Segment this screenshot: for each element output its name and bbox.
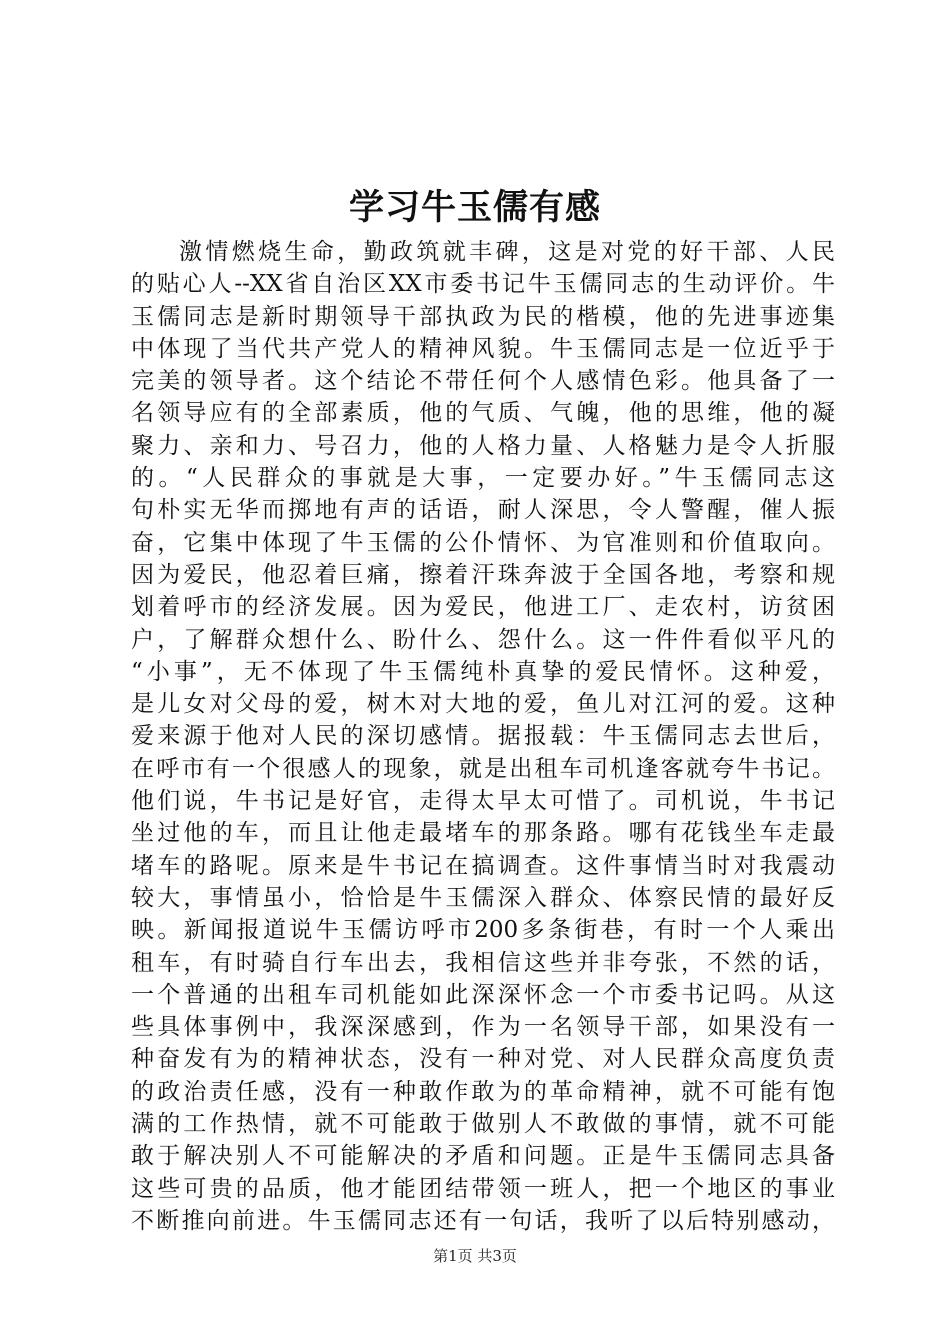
paragraph-line: 满的工作热情，就不可能敢于做别人不敢做的事情，就不可能	[131, 1111, 835, 1138]
paragraph-line: 的政治责任感，没有一种敢作敢为的革命精神，就不可能有饱	[131, 1078, 835, 1105]
paragraph-line: 因为爱民，他忍着巨痛，擦着汗珠奔波于全国各地，考察和规	[131, 561, 835, 588]
paragraph-line: 不断推向前进。牛玉儒同志还有一句话，我听了以后特别感动，	[131, 1207, 835, 1234]
paragraph-line: 映。新闻报道说牛玉儒访呼市200多条街巷，有时一个人乘出	[131, 917, 835, 944]
document-body	[131, 236, 835, 1237]
paragraph-line: 租车，有时骑自行车出去，我相信这些并非夸张，不然的话，	[131, 949, 835, 976]
paragraph-line: 种奋发有为的精神状态，没有一种对党、对人民群众高度负责	[131, 1046, 835, 1073]
paragraph-line: 名领导应有的全部素质，他的气质、气魄，他的思维，他的凝	[131, 400, 835, 427]
paragraph-line: 爱来源于他对人民的深切感情。据报载：牛玉儒同志去世后，	[131, 723, 835, 750]
paragraph-line: 完美的领导者。这个结论不带任何个人感情色彩。他具备了一	[131, 368, 835, 395]
paragraph-line: 的贴心人--XX省自治区XX市委书记牛玉儒同志的生动评价。牛	[131, 271, 835, 298]
paragraph-line: 是儿女对父母的爱，树木对大地的爱，鱼儿对江河的爱。这种	[131, 691, 835, 718]
paragraph-line: 较大，事情虽小，恰恰是牛玉儒深入群众、体察民情的最好反	[131, 884, 835, 911]
paragraph-line: 中体现了当代共产党人的精神风貌。牛玉儒同志是一位近乎于	[131, 335, 835, 362]
paragraph-line: 激情燃烧生命，勤政筑就丰碑，这是对党的好干部、人民	[179, 239, 835, 265]
paragraph-line: “小事”，无不体现了牛玉儒纯朴真挚的爱民情怀。这种爱，	[131, 658, 835, 685]
paragraph-line: 在呼市有一个很感人的现象，就是出租车司机逢客就夸牛书记。	[131, 755, 835, 782]
paragraph-line: 奋，它集中体现了牛玉儒的公仆情怀、为官准则和价值取向。	[131, 529, 835, 556]
paragraph-line: 的。“人民群众的事就是大事，一定要办好。”牛玉儒同志这	[131, 465, 835, 492]
page-footer: 第1页 共3页	[433, 1247, 517, 1265]
paragraph-line: 句朴实无华而掷地有声的话语，耐人深思，令人警醒，催人振	[131, 497, 835, 524]
paragraph-line: 聚力、亲和力、号召力，他的人格力量、人格魅力是令人折服	[131, 432, 835, 459]
paragraph-line: 敢于解决别人不可能解决的矛盾和问题。正是牛玉儒同志具备	[131, 1143, 835, 1170]
document-title: 学习牛玉儒有感	[348, 187, 601, 228]
paragraph-line: 堵车的路呢。原来是牛书记在搞调查。这件事情当时对我震动	[131, 852, 835, 879]
paragraph-line: 玉儒同志是新时期领导干部执政为民的楷模，他的先进事迹集	[131, 303, 835, 330]
paragraph-line: 划着呼市的经济发展。因为爱民，他进工厂、走农村，访贫困	[131, 594, 835, 621]
paragraph-line: 户，了解群众想什么、盼什么、怨什么。这一件件看似平凡的	[131, 626, 835, 653]
paragraph-line: 坐过他的车，而且让他走最堵车的那条路。哪有花钱坐车走最	[131, 820, 835, 847]
paragraph-line: 些具体事例中，我深深感到，作为一名领导干部，如果没有一	[131, 1014, 835, 1041]
paragraph-line: 这些可贵的品质，他才能团结带领一班人，把一个地区的事业	[131, 1175, 835, 1202]
paragraph-line: 一个普通的出租车司机能如此深深怀念一个市委书记吗。从这	[131, 981, 835, 1008]
paragraph-line: 他们说，牛书记是好官，走得太早太可惜了。司机说，牛书记	[131, 788, 835, 815]
